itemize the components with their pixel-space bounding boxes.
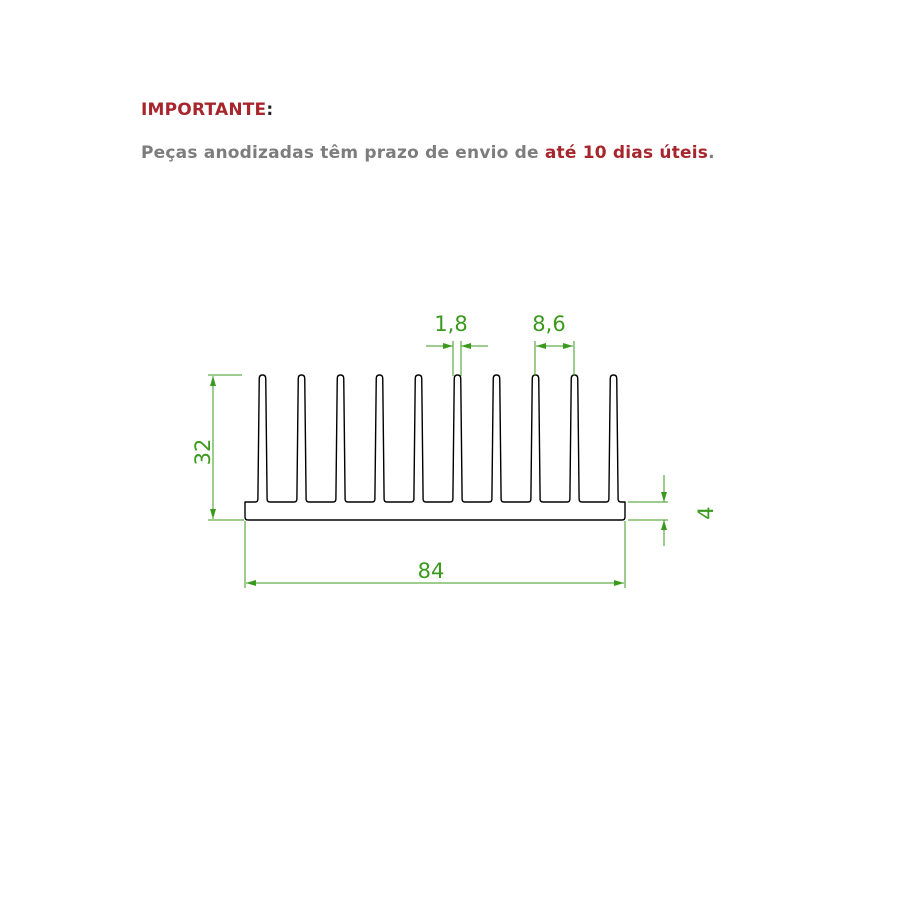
dim-label-fin-thickness: 1,8 [434, 312, 468, 336]
dim-label-fin-pitch: 8,6 [532, 312, 566, 336]
heatsink-outline [245, 375, 625, 520]
notice-text-suffix: . [708, 143, 715, 163]
notice-title-text: IMPORTANTE [141, 100, 267, 120]
dim-label-base-thickness: 4 [694, 506, 718, 520]
notice-title-colon: : [266, 100, 274, 120]
notice-text-highlight: até 10 dias úteis [544, 143, 709, 163]
notice-text-prefix: Peças anodizadas têm prazo de envio de [141, 143, 545, 163]
dim-label-width: 84 [417, 559, 445, 583]
dim-label-height: 32 [191, 438, 215, 466]
